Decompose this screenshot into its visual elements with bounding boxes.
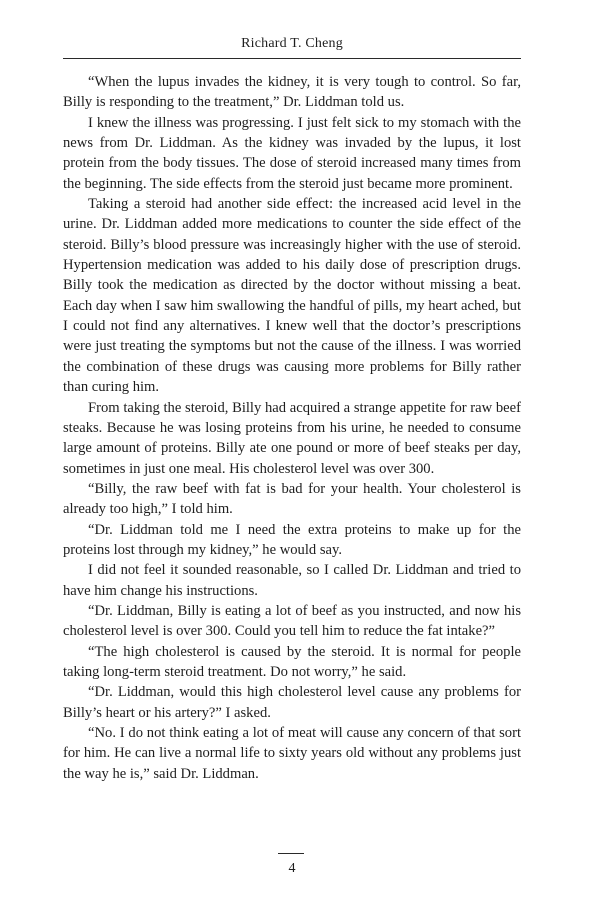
paragraph: “Dr. Liddman, would this high cholesterol level cause any problems for Billy’s heart or his artery?” I asked. (63, 684, 521, 721)
paragraph: “Dr. Liddman, Billy is eating a lot of beef as you instructed, and now his cholesterol level is over 300. Could you tell him to reduce the fat intake?” (63, 602, 521, 640)
header-rule (63, 58, 521, 59)
paragraph: “Dr. Liddman told me I need the extra proteins to make up for the proteins lost through my kidney,” he would say. (63, 521, 521, 558)
paragraph: “No. I do not think eating a lot of meat will cause any concern of that sort for him. He can live a normal life to sixty years old without any problems just the way he is,” said Dr. Liddman. (63, 725, 521, 782)
page-number: 4 (288, 861, 296, 876)
paragraph: “Billy, the raw beef with fat is bad for your health. Your cholesterol is already too high,” I told him. (63, 480, 521, 518)
paragraph: I knew the illness was progressing. I just felt sick to my stomach with the news from Dr. Liddman. As the kidney was invaded by the lupus, it lost protein from the body tissues. The dose of steroid increased many times from the beginning. The side effects from the steroid just became more prominent. (63, 114, 521, 192)
paragraph: Taking a steroid had another side effect: the increased acid level in the urine. Dr. Liddman added more medications to counter the side effect of the steroid. Billy’s blood pressure was increasingly higher with the use of steroid. Hypertension medication was added to his daily dose of prescription drugs. Billy took the medication as directed by the doctor without missing a beat. Each day when I saw him swallowing the handful of pills, my heart ached, but I could not find any alternatives. I knew well that the doctor’s prescriptions were just treating the symptoms but not the cause of the illness. I was worried the combination of these drugs was causing more problems for Billy rather than curing him. (63, 196, 521, 396)
paragraph: I did not feel it sounded reasonable, so I called Dr. Liddman and tried to have him change his instructions. (63, 562, 521, 599)
body-text (63, 72, 521, 784)
paragraph: “The high cholesterol is caused by the steroid. It is normal for people taking long-term steroid treatment. Do not worry,” he said. (63, 643, 521, 680)
running-head: Richard T. Cheng (241, 36, 343, 51)
paragraph: From taking the steroid, Billy had acquired a strange appetite for raw beef steaks. Because he was losing proteins from his urine, he needed to consume large amount of proteins. Billy ate one pound or more of beef steaks per day, sometimes in just one meal. His cholesterol level was over 300. (63, 399, 521, 477)
paragraph: “When the lupus invades the kidney, it is very tough to control. So far, Billy is responding to the treatment,” Dr. Liddman told us. (63, 74, 521, 111)
footer-rule (278, 853, 304, 854)
